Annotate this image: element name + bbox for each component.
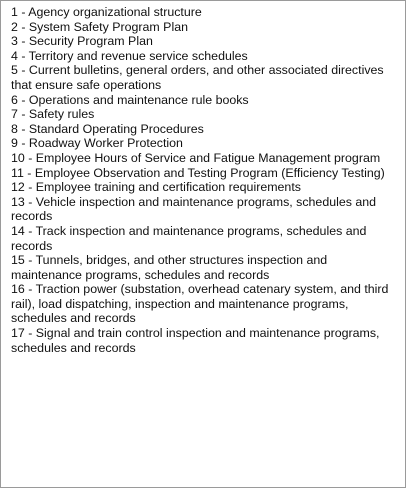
list-item: 13 - Vehicle inspection and maintenance programs, schedules and records	[11, 194, 377, 224]
list-item: 11 - Employee Observation and Testing Program (Efficiency Testing)	[11, 165, 385, 180]
list-item: 14 - Track inspection and maintenance programs, schedules and records	[11, 223, 367, 253]
list-item: 2 - System Safety Program Plan	[11, 19, 188, 34]
list-item: 16 - Traction power (substation, overhead catenary system, and third rail), load dispatching, inspection and maintenance programs, schedules and records	[11, 282, 389, 326]
list-item: 8 - Standard Operating Procedures	[11, 121, 204, 136]
list-item: 17 - Signal and train control inspection and maintenance programs, schedules and records	[11, 326, 380, 355]
list-item: 4 - Territory and revenue service schedules	[11, 48, 248, 63]
list-item: 3 - Security Program Plan	[11, 34, 153, 49]
list-item: 6 - Operations and maintenance rule books	[11, 92, 249, 107]
list-item: 9 - Roadway Worker Protection	[11, 136, 183, 151]
list-item: 1 - Agency organizational structure	[11, 5, 202, 19]
list-item: 5 - Current bulletins, general orders, and other associated directives that ensure safe operations	[11, 63, 384, 92]
list-item: 15 - Tunnels, bridges, and other structures inspection and maintenance programs, schedules and records	[11, 253, 328, 282]
list-item: 12 - Employee training and certification requirements	[11, 180, 301, 195]
document-item-list	[11, 5, 399, 355]
list-item: 7 - Safety rules	[11, 107, 95, 122]
list-item: 10 - Employee Hours of Service and Fatigue Management program	[11, 150, 381, 165]
